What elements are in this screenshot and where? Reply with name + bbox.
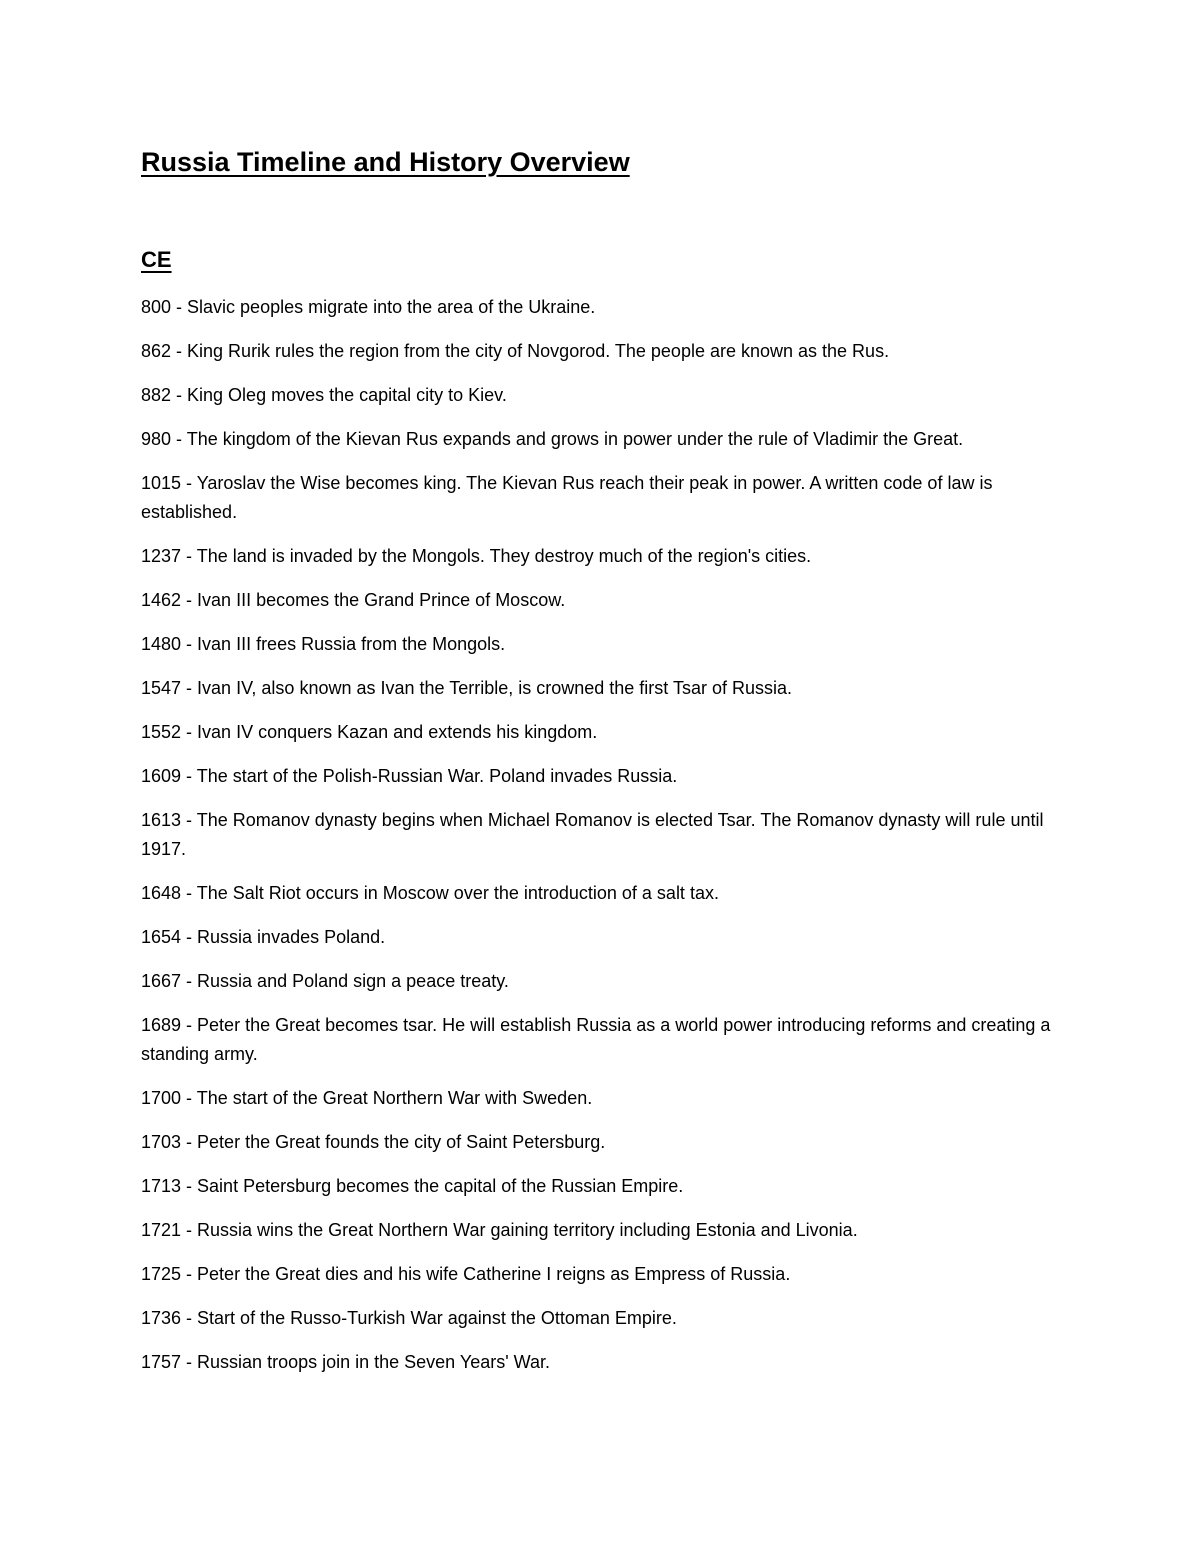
timeline-entry: 1721 - Russia wins the Great Northern War gaining territory including Estonia and Livonia.: [141, 1220, 858, 1240]
timeline-entry: 882 - King Oleg moves the capital city to Kiev.: [141, 385, 507, 405]
timeline-entry: 1552 - Ivan IV conquers Kazan and extends his kingdom.: [141, 722, 598, 742]
timeline-entry: 1015 - Yaroslav the Wise becomes king. The Kievan Rus reach their peak in power. A written code of law is established.: [141, 473, 993, 522]
timeline-entry: 1703 - Peter the Great founds the city of Saint Petersburg.: [141, 1132, 606, 1152]
timeline-entry: 1757 - Russian troops join in the Seven Years' War.: [141, 1352, 551, 1372]
timeline-entry: 1609 - The start of the Polish-Russian War. Poland invades Russia.: [141, 766, 678, 786]
section-heading-ce: CE: [141, 247, 172, 272]
timeline-entry: 1725 - Peter the Great dies and his wife Catherine I reigns as Empress of Russia.: [141, 1264, 791, 1284]
timeline-entry: 800 - Slavic peoples migrate into the area of the Ukraine.: [141, 297, 596, 317]
timeline-entry: 1462 - Ivan III becomes the Grand Prince of Moscow.: [141, 590, 566, 610]
timeline-entry: 1713 - Saint Petersburg becomes the capital of the Russian Empire.: [141, 1176, 684, 1196]
timeline-entry: 1700 - The start of the Great Northern War with Sweden.: [141, 1088, 593, 1108]
timeline-entry: 1667 - Russia and Poland sign a peace treaty.: [141, 971, 509, 991]
timeline-entry: 1480 - Ivan III frees Russia from the Mongols.: [141, 634, 506, 654]
timeline-entry: 1648 - The Salt Riot occurs in Moscow over the introduction of a salt tax.: [141, 883, 719, 903]
document-title: Russia Timeline and History Overview: [141, 147, 630, 177]
timeline-entry: 1736 - Start of the Russo-Turkish War against the Ottoman Empire.: [141, 1308, 677, 1328]
timeline-entry: 1654 - Russia invades Poland.: [141, 927, 386, 947]
timeline-entry: 980 - The kingdom of the Kievan Rus expands and grows in power under the rule of Vladimir the Great.: [141, 429, 964, 449]
timeline-entry: 1689 - Peter the Great becomes tsar. He will establish Russia as a world power introducing reforms and creating a standing army.: [141, 1015, 1051, 1064]
timeline-list: [141, 293, 1061, 1392]
timeline-entry: 1237 - The land is invaded by the Mongols. They destroy much of the region's cities.: [141, 546, 812, 566]
timeline-entry: 1547 - Ivan IV, also known as Ivan the Terrible, is crowned the first Tsar of Russia.: [141, 678, 792, 698]
timeline-entry: 862 - King Rurik rules the region from the city of Novgorod. The people are known as the Rus.: [141, 341, 890, 361]
timeline-entry: 1613 - The Romanov dynasty begins when Michael Romanov is elected Tsar. The Romanov dynasty will rule until 1917.: [141, 810, 1044, 859]
